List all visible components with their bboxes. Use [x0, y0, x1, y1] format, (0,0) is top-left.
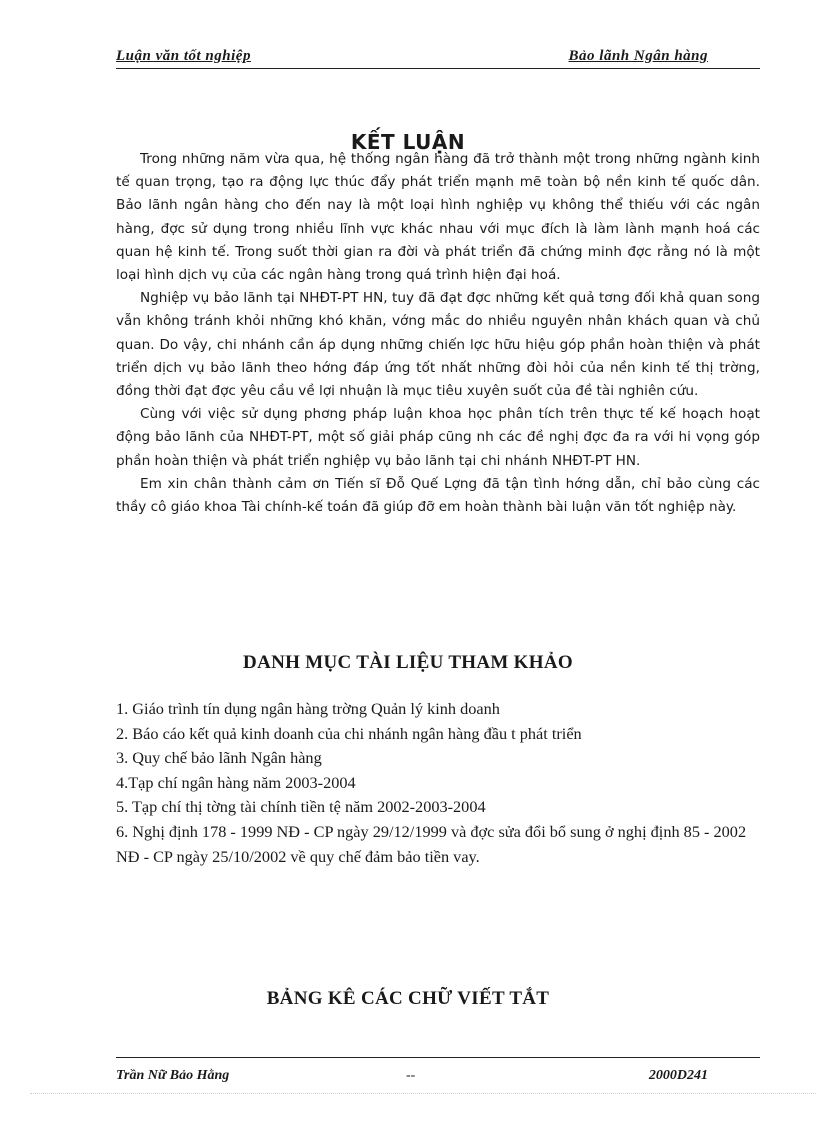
- references-heading: DANH MỤC TÀI LIỆU THAM KHẢO: [243, 652, 573, 673]
- list-item: 1. Giáo trình tín dụng ngân hàng trờng Quản lý kinh doanh: [116, 699, 500, 718]
- paragraph: Em xin chân thành cảm ơn Tiến sĩ Đỗ Quế Lợng đã tận tình hớng dẫn, chỉ bảo cùng các thầy cô giáo khoa Tài chính-kế toán đã giúp đỡ em hoàn thành bài luận văn tốt nghiệp này.: [116, 475, 760, 516]
- list-item: 2. Báo cáo kết quả kinh doanh của chi nhánh ngân hàng đầu t phát triển: [116, 723, 582, 743]
- abbreviations-heading: BẢNG KÊ CÁC CHỮ VIẾT TẮT: [266, 988, 550, 1009]
- page-header: [116, 46, 760, 69]
- page-title: KẾT LUẬN: [350, 130, 466, 154]
- list-item: 4.Tạp chí ngân hàng năm 2003-2004: [116, 772, 356, 792]
- footer-page-number: --: [406, 1068, 416, 1083]
- list-item: 3. Quy chế bảo lãnh Ngân hàng: [116, 748, 322, 768]
- list-item: 5. Tạp chí thị tờng tài chính tiền tệ năm 2002-2003-2004: [116, 797, 486, 817]
- references-list: [116, 697, 764, 869]
- header-thesis-label: Luận văn tốt nghiệp: [116, 48, 251, 64]
- paragraph: Nghiệp vụ bảo lãnh tại NHĐT-PT HN, tuy đã đạt đợc những kết quả tơng đối khả quan song vẫn không tránh khỏi những khó khăn, vớng mắc do nhiều nguyên nhân khách quan và chủ quan. Do vậy, chi nhánh cần áp dụng những chiến lợc hữu hiệu góp phần hoàn thiện và phát triển dịch vụ bảo lãnh theo hớng đáp ứng tốt nhất những đòi hỏi của nền kinh tế thị trờng, đồng thời đạt đợc yêu cầu về lợi nhuận là mục tiêu xuyên suốt của đề tài nghiên cứu.: [116, 290, 760, 400]
- conclusion-body: [116, 148, 760, 519]
- list-item: 6. Nghị định 178 - 1999 NĐ - CP ngày 29/12/1999 và đợc sửa đổi bổ sung ở nghị định 85 - 2002 NĐ - CP ngày 25/10/2002 về quy chế đảm bảo tiền vay.: [116, 821, 747, 866]
- paragraph: Trong những năm vừa qua, hệ thống ngân hàng đã trở thành một trong những ngành kinh tế quan trọng, tạo ra động lực thúc đẩy phát triển mạnh mẽ toàn bộ nền kinh tế quốc dân. Bảo lãnh ngân hàng cho đến nay là một loại hình nghiệp vụ không thể thiếu với các ngân hàng, đợc sử dụng trong nhiều lĩnh vực khác nhau với mục đích là làm lành mạnh hoá các quan hệ kinh tế. Trong suốt thời gian ra đời và phát triển đã chứng minh đợc rằng nó là một loại hình dịch vụ của các ngân hàng trong quá trình hiện đại hoá.: [116, 151, 760, 284]
- header-topic-label: Bảo lãnh Ngân hàng: [568, 48, 708, 64]
- footer-student-code: 2000D241: [648, 1068, 708, 1083]
- paragraph: Cùng với việc sử dụng phơng pháp luận khoa học phân tích trên thực tế kế hoạch hoạt động bảo lãnh của NHĐT-PT, một số giải pháp cũng nh các đề nghị đợc đa ra với hi vọng góp phần hoàn thiện và phát triển nghiệp vụ bảo lãnh tại chi nhánh NHĐT-PT HN.: [116, 406, 760, 469]
- page-footer: [116, 1057, 760, 1083]
- page-edge-divider: [30, 1093, 816, 1094]
- footer-author: Trần Nữ Bảo Hằng: [116, 1068, 230, 1083]
